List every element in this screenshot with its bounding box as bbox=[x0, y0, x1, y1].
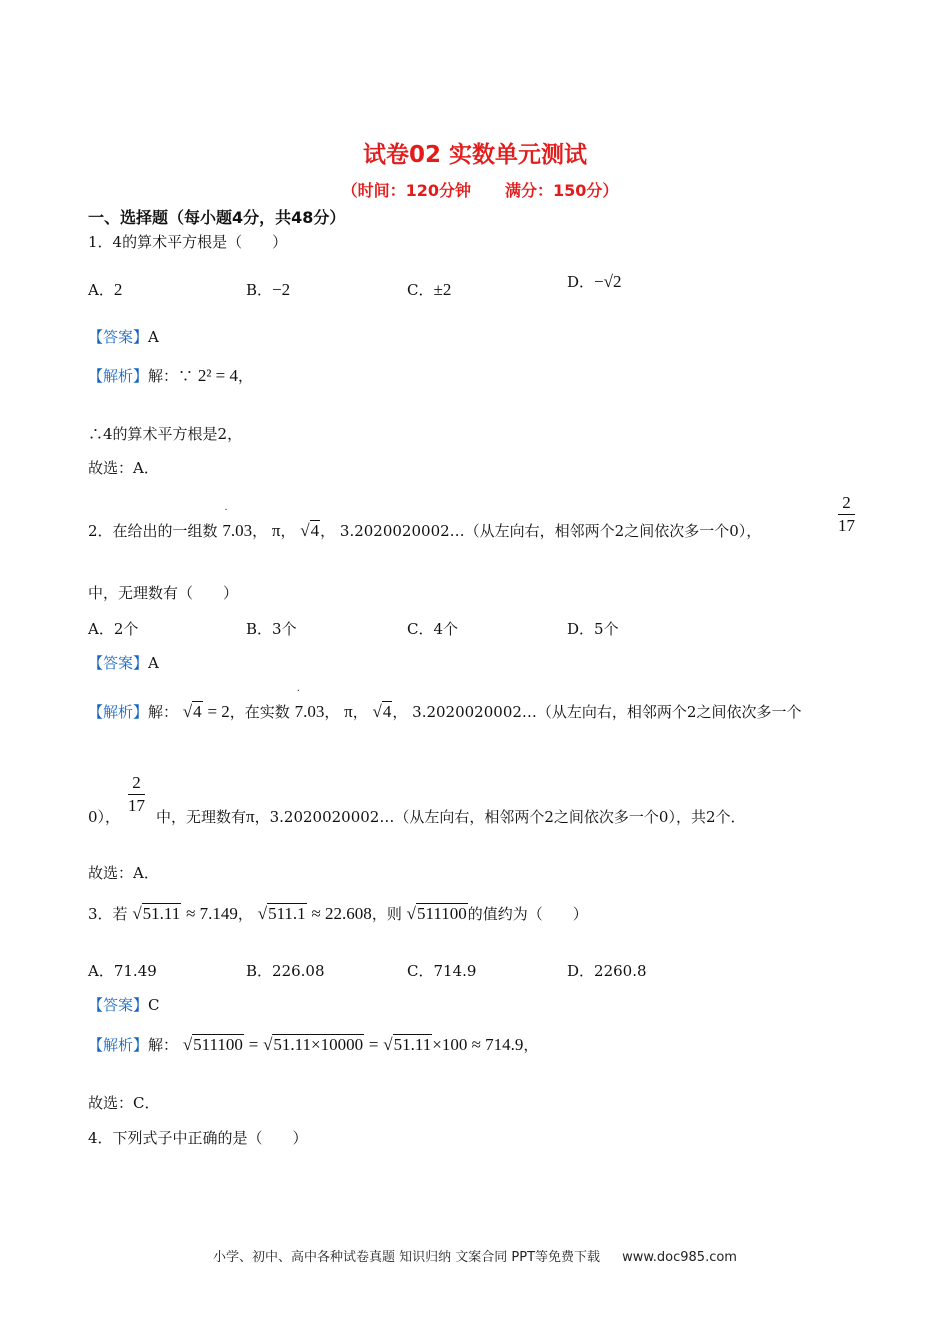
q3-analysis: 【解析】解： √511100 = √51.11×10000 = √51.11×100 ≈ 714.9， bbox=[88, 1035, 539, 1054]
q3-option-c: C．714.9 bbox=[407, 962, 477, 980]
page-title: 试卷02 实数单元测试 bbox=[362, 142, 587, 168]
q2-option-a: A．2个 bbox=[88, 620, 139, 638]
q3-stem: 3．若 √51.11 ≈ 7.149， √511.1 ≈ 22.608，则 √511100的值约为（ ） bbox=[88, 904, 588, 923]
q2-analysis-line2: 中，无理数有π，3.2020020002…（从左向右，相邻两个2之间依次多一个0），共2个． bbox=[156, 807, 746, 826]
repeating-decimal: 7.03 · bbox=[222, 521, 252, 540]
q3-option-a: A．71.49 bbox=[88, 962, 157, 980]
full-score: 满分：150分） bbox=[505, 181, 619, 200]
time-limit: （时间：120分钟 bbox=[341, 181, 471, 200]
q2-choose: 故选：A． bbox=[88, 864, 159, 882]
q1-option-a: A．2 bbox=[88, 280, 123, 299]
q2-option-c: C．4个 bbox=[407, 620, 459, 638]
q2-stem: 2．在给出的一组数 7.03 ·， π， √4， 3.2020020002…（从左向右，相邻两个2之间依次多一个0）， bbox=[88, 520, 761, 541]
analysis-tag: 【解析】 bbox=[88, 367, 149, 385]
sqrt-4: √4 bbox=[300, 521, 320, 540]
q1-stem: 1．4的算术平方根是（ ） bbox=[88, 233, 288, 251]
q3-choose: 故选：C． bbox=[88, 1094, 160, 1112]
q4-stem: 4．下列式子中正确的是（ ） bbox=[88, 1129, 308, 1147]
q2-analysis: 【解析】解： √4 = 2，在实数 7.03 ·， π， √4， 3.2020020002…（从左向右，相邻两个2之间依次多一个 bbox=[88, 701, 801, 722]
q3-answer: 【答案】C bbox=[88, 996, 160, 1014]
q1-option-b: B．−2 bbox=[246, 280, 291, 299]
q1-choose: 故选：A． bbox=[88, 459, 159, 477]
q1-option-d: D．−√2 bbox=[567, 272, 622, 291]
page-footer bbox=[0, 1246, 950, 1265]
q2-answer: 【答案】A bbox=[88, 654, 159, 672]
q2-analysis-fraction: $\frac{2}{17}$ bbox=[128, 773, 145, 815]
q2-option-d: D．5个 bbox=[567, 620, 619, 638]
q2-fraction: $\frac{2}{17}$ bbox=[838, 493, 855, 535]
q2-analysis-head: 0）， bbox=[88, 808, 121, 826]
q1-answer: 【答案】A bbox=[88, 328, 159, 346]
q1-option-c: C．±2 bbox=[407, 280, 452, 299]
page-subtitle bbox=[0, 178, 950, 201]
footer-text: 小学、初中、高中各种试卷真题 知识归纳 文案合同 PPT等免费下载 bbox=[213, 1250, 601, 1265]
section-heading: 一、选择题（每小题4分，共48分） bbox=[88, 208, 346, 227]
q1-conclusion: ∴4的算术平方根是2， bbox=[88, 425, 243, 443]
q2-stem-tail: 中，无理数有（ ） bbox=[88, 584, 239, 602]
q1-analysis: 【解析】解：∵ 2² = 4， bbox=[88, 366, 254, 385]
q3-option-b: B．226.08 bbox=[246, 962, 325, 980]
answer-tag: 【答案】 bbox=[88, 328, 149, 346]
q2-option-b: B．3个 bbox=[246, 620, 297, 638]
footer-site[interactable]: www.doc985.com bbox=[622, 1250, 737, 1265]
q3-option-d: D．2260.8 bbox=[567, 962, 647, 980]
